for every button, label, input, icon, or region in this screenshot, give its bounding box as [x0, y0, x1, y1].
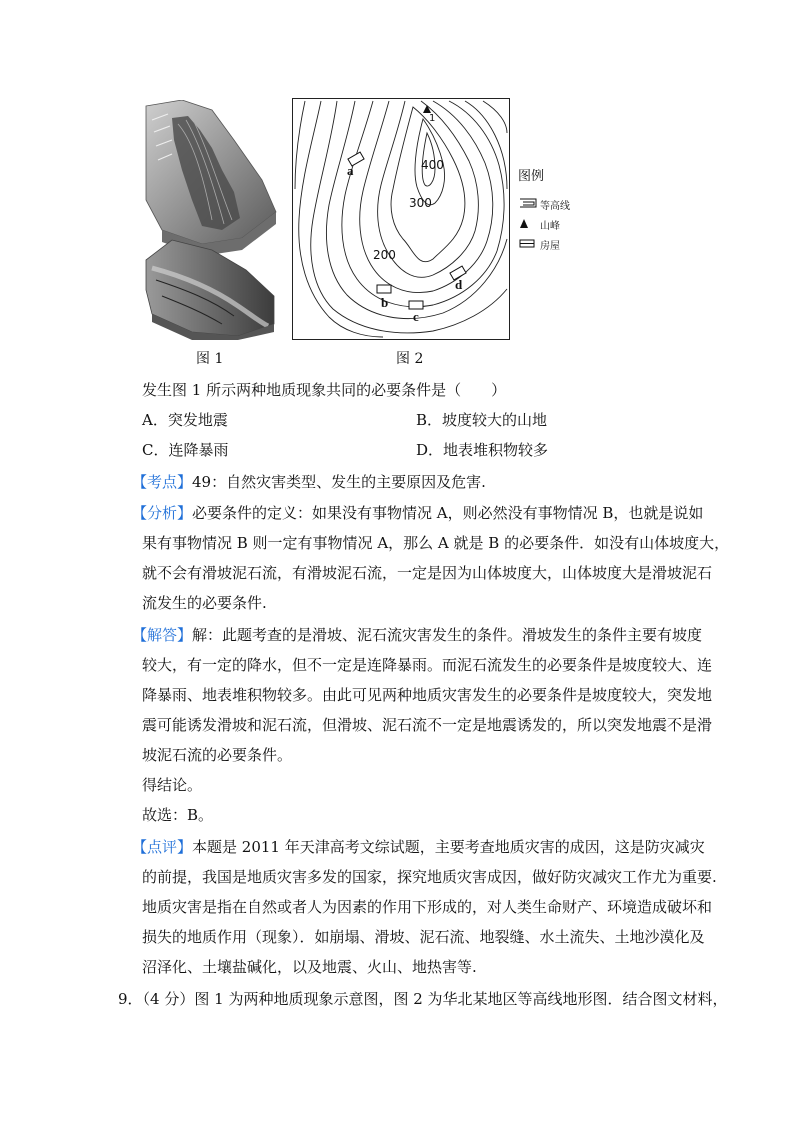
legend-label-house: 房屋 [540, 240, 560, 252]
option-b-key: B． [416, 411, 443, 429]
house-icon [518, 237, 540, 252]
jieda-line-2: 较大，有一定的降水，但不一定是连降暴雨。而泥石流发生的必要条件是坡度较大、连 [142, 656, 713, 674]
contour-label-400: 400 [421, 158, 444, 172]
kaodian-text: 49：自然灾害类型、发生的主要原因及危害. [192, 473, 486, 491]
fenxi-tag: 【分析】 [132, 504, 193, 522]
dianping-line-4: 损失的地质作用（现象）．如崩塌、滑坡、泥石流、地裂缝、水土流失、土地沙漠化及 [142, 928, 705, 946]
next-question-text: （4 分）图 1 为两种地质现象示意图，图 2 为华北某地区等高线地形图．结合图文材料， [142, 990, 728, 1008]
contour-label-300: 300 [409, 196, 432, 210]
jieda-line-3: 降暴雨、地表堆积物较多。由此可见两种地质灾害发生的必要条件是坡度较大，突发地 [142, 686, 713, 704]
point-label-c: c [413, 309, 419, 324]
fenxi-line-3: 就不会有滑坡泥石流，有滑坡泥石流，一定是因为山体坡度大，山体坡度大是滑坡泥石 [142, 564, 713, 582]
question-stem: 发生图 1 所示两种地质现象共同的必要条件是（ ） [142, 381, 507, 399]
dianping-line-5: 沼泽化、土壤盐碱化，以及地震、火山、地热害等. [142, 958, 477, 976]
jieda-tag: 【解答】 [132, 626, 193, 644]
fenxi-line-2: 果有事物情况 B 则一定有事物情况 A，那么 A 就是 B 的必要条件．如没有山体坡度大， [142, 534, 730, 552]
option-a-text: 突发地震 [167, 411, 228, 429]
figure-1-caption: 图 1 [196, 351, 224, 367]
option-d[interactable] [416, 440, 548, 460]
jieda-conclusion: 得结论。 [142, 776, 203, 794]
option-a-key: A． [142, 411, 168, 429]
next-question [118, 989, 728, 1009]
option-b-text: 坡度较大的山地 [442, 411, 548, 429]
option-c-key: C． [142, 441, 169, 459]
option-c-text: 连降暴雨 [168, 441, 229, 459]
map-legend [518, 165, 618, 254]
dianping-line-3: 地质灾害是指在自然或者人为因素的作用下形成的，对人类生命财产、环境造成破坏和 [142, 898, 713, 916]
peak-label: 1 [429, 113, 436, 124]
jieda-choice: 故选：B。 [142, 806, 214, 824]
dianping-text-1: 本题是 2011 年天津高考文综试题，主要考查地质灾害的成因，这是防灾减灾 [192, 838, 705, 856]
legend-label-contour: 等高线 [540, 200, 570, 212]
dianping-tag: 【点评】 [132, 838, 193, 856]
contour-label-200: 200 [373, 248, 396, 262]
legend-item-contour [518, 194, 618, 214]
point-label-d: d [455, 277, 463, 292]
fenxi-line-4: 流发生的必要条件. [142, 594, 267, 612]
peak-legend-icon [518, 217, 540, 232]
figure-2-contour-map [292, 98, 510, 340]
figure-1-illustration [142, 100, 278, 340]
option-d-text: 地表堆积物较多 [443, 441, 549, 459]
peak-icon [423, 105, 431, 113]
fenxi-line-1 [132, 503, 703, 523]
legend-title: 图例 [518, 169, 545, 184]
option-b[interactable] [416, 410, 547, 430]
next-question-number: 9． [118, 990, 143, 1008]
dianping-line-1 [132, 837, 705, 857]
option-d-key: D． [416, 441, 444, 459]
point-label-b: b [381, 295, 389, 310]
jieda-text-1: 解：此题考查的是滑坡、泥石流灾害发生的条件。滑坡发生的条件主要有坡度 [192, 626, 703, 644]
option-a[interactable] [142, 410, 228, 430]
legend-item-house [518, 234, 618, 254]
kaodian-line [132, 472, 486, 492]
legend-label-peak: 山峰 [540, 220, 560, 232]
fenxi-text-1: 必要条件的定义：如果没有事物情况 A，则必然没有事物情况 B，也就是说如 [192, 504, 704, 522]
point-label-a: a [347, 163, 354, 178]
jieda-line-1 [132, 625, 702, 645]
legend-item-peak [518, 214, 618, 234]
jieda-line-5: 坡泥石流的必要条件。 [142, 746, 293, 764]
figure-2-caption: 图 2 [396, 351, 424, 367]
option-c[interactable] [142, 440, 229, 460]
dianping-line-2: 的前提，我国是地质灾害多发的国家，探究地质灾害成因，做好防灾减灾工作尤为重要. [142, 868, 717, 886]
kaodian-tag: 【考点】 [132, 473, 193, 491]
jieda-line-4: 震可能诱发滑坡和泥石流，但滑坡、泥石流不一定是地震诱发的，所以突发地震不是滑 [142, 716, 713, 734]
contour-icon [518, 197, 540, 212]
